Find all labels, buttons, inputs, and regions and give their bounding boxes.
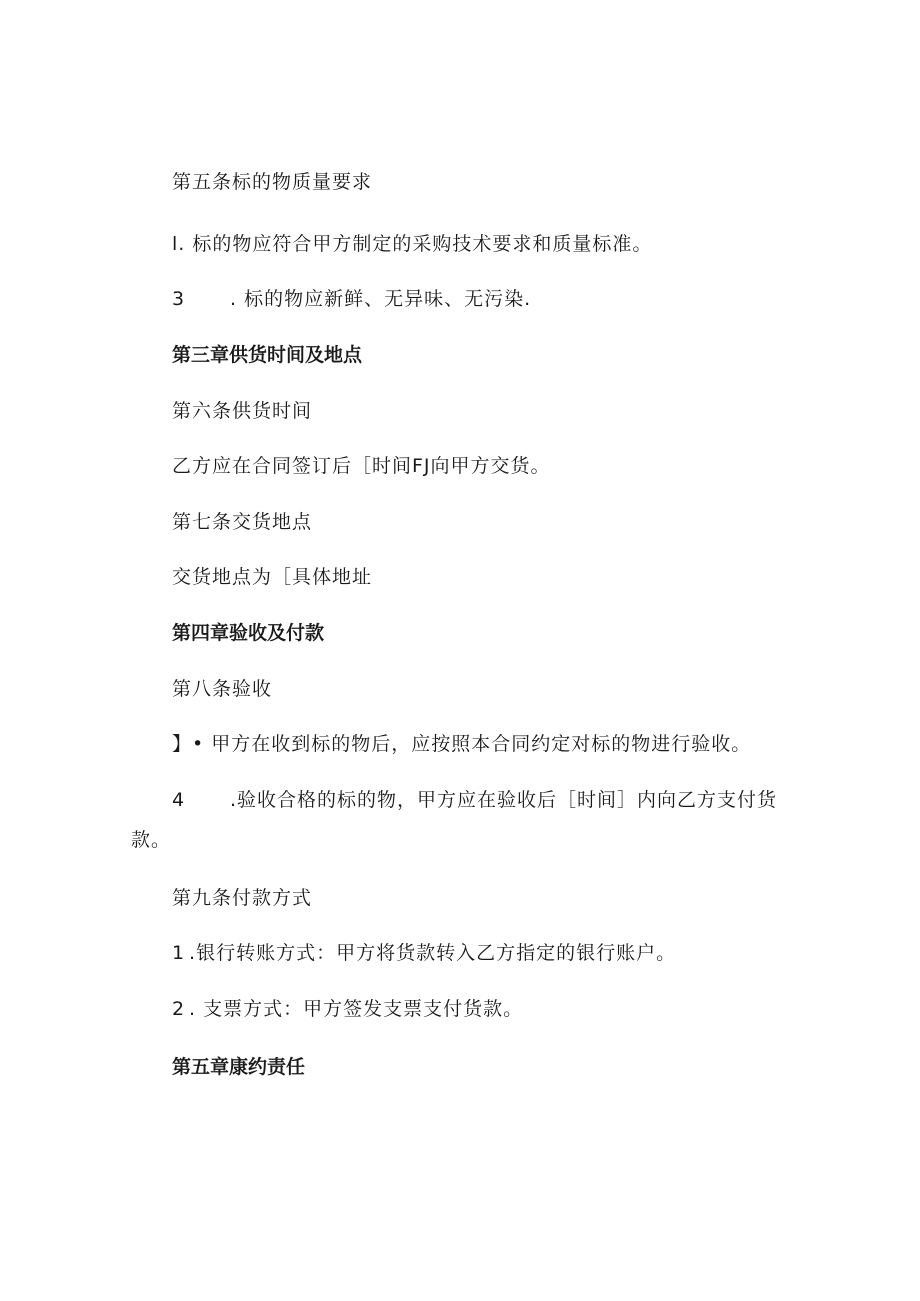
article-9-item-1: [172, 939, 676, 967]
article-8-item-4: [172, 786, 777, 814]
item-number: 1: [172, 942, 186, 964]
article-5-title: 第五条标的物质量要求: [172, 171, 373, 193]
article-6-text: 乙方应在合同签订后［时间FJ向甲方交货。: [172, 455, 551, 477]
article-8-item-4-continuation: 款。: [131, 829, 172, 851]
item-text: .验收合格的标的物，甲方应在验收后［时间］内向乙方支付货: [230, 789, 778, 811]
article-6-title: 第六条供货时间: [172, 400, 313, 422]
article-7-title: 第七条交货地点: [172, 511, 313, 533]
item-text: .银行转账方式：甲方将货款转入乙方指定的银行账户。: [189, 942, 677, 964]
chapter-3-heading: 第三章供货时间及地点: [172, 344, 363, 366]
item-number: 3: [172, 288, 186, 310]
article-5-item-1: l. 标的物应符合甲方制定的采购技术要求和质量标准。: [172, 233, 653, 255]
article-8-item-1: 】• 甲方在收到标的物后，应按照本合同约定对标的物进行验收。: [172, 733, 752, 755]
article-8-title: 第八条验收: [172, 678, 273, 700]
item-text: . 支票方式：甲方签发支票支付货款。: [189, 998, 524, 1020]
item-number: 2: [172, 998, 186, 1020]
article-9-item-2: [172, 995, 523, 1023]
chapter-5-heading: 第五章康约责任: [172, 1056, 306, 1078]
item-text: . 标的物应新鲜、无异味、无污染.: [230, 288, 532, 310]
article-7-text: 交货地点为［具体地址: [172, 566, 373, 588]
item-number: 4: [172, 789, 186, 811]
article-9-title: 第九条付款方式: [172, 887, 313, 909]
chapter-4-heading: 第四章验收及付款: [172, 622, 325, 644]
article-5-item-3: [172, 285, 531, 313]
